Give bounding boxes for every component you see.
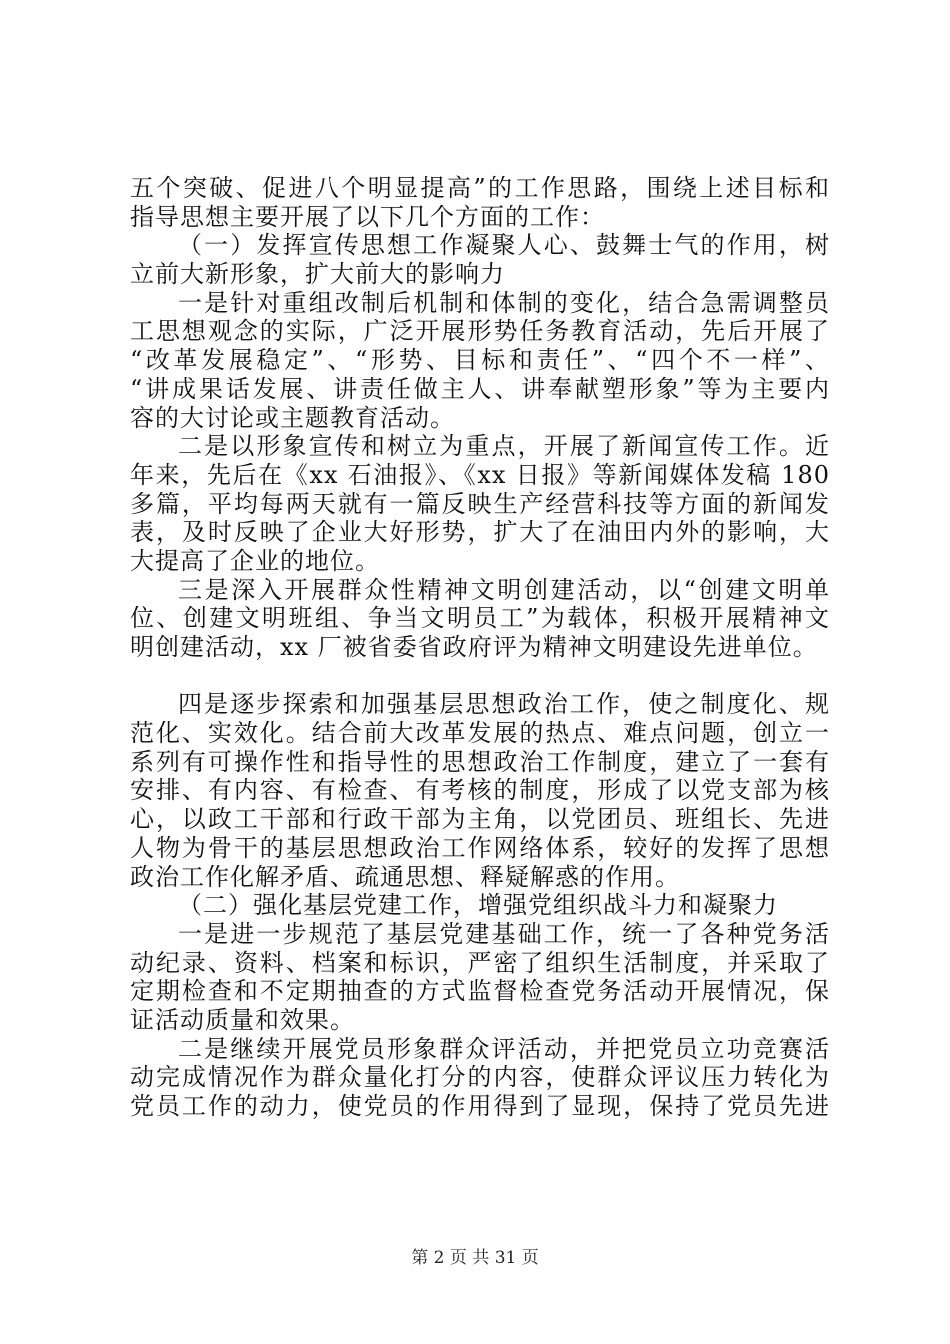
- text-line: 范化、实效化。结合前大改革发展的热点、难点问题，创立一: [130, 719, 830, 748]
- text-line: 年来，先后在《xx 石油报》、《xx 日报》等新闻媒体发稿 180: [130, 460, 830, 489]
- paragraph-start: 一是进一步规范了基层党建基础工作，统一了各种党务活: [178, 919, 830, 948]
- text-line: 动完成情况作为群众量化打分的内容，使群众评议压力转化为: [130, 1063, 830, 1092]
- paragraph-gap: [130, 662, 830, 691]
- text-line: 定期检查和不定期抽查的方式监督检查党务活动开展情况，保: [130, 977, 830, 1006]
- text-line: 动纪录、资料、档案和标识，严密了组织生活制度，并采取了: [130, 948, 830, 977]
- text-line: 人物为骨干的基层思想政治工作网络体系，较好的发挥了思想: [130, 833, 830, 862]
- text-line: 五个突破、促进八个明显提高”的工作思路，围绕上述目标和: [130, 174, 830, 202]
- paragraph-start: 二是以形象宣传和树立为重点，开展了新闻宣传工作。近: [178, 432, 830, 461]
- text-line: 安排、有内容、有检查、有考核的制度，形成了以党支部为核: [130, 776, 830, 805]
- text-line: 指导思想主要开展了以下几个方面的工作：: [130, 202, 605, 231]
- paragraph-start: 三是深入开展群众性精神文明创建活动，以“创建文明单: [178, 575, 830, 604]
- text-line: 证活动质量和效果。: [130, 1005, 355, 1034]
- document-body: [130, 174, 830, 1121]
- text-line: “讲成果话发展、讲责任做主人、讲奉献塑形象”等为主要内: [130, 374, 830, 403]
- text-line: 大提高了企业的地位。: [130, 546, 380, 575]
- section-heading-2: （二）强化基层党建工作，增强党组织战斗力和凝聚力: [178, 891, 778, 920]
- text-line: 明创建活动，xx 厂被省委省政府评为精神文明建设先进单位。: [130, 633, 818, 661]
- paragraph-start: 四是逐步探索和加强基层思想政治工作，使之制度化、规: [178, 690, 830, 719]
- text-line: 表，及时反映了企业大好形势，扩大了在油田内外的影响，大: [130, 518, 830, 547]
- text-line: 系列有可操作性和指导性的思想政治工作制度，建立了一套有: [130, 747, 830, 776]
- text-line: 多篇，平均每两天就有一篇反映生产经营科技等方面的新闻发: [130, 489, 830, 518]
- text-line: “改革发展稳定”、“形势、目标和责任”、“四个不一样”、: [130, 346, 830, 375]
- text-line: 政治工作化解矛盾、疏通思想、释疑解惑的作用。: [130, 862, 680, 891]
- paragraph-start: 一是针对重组改制后机制和体制的变化，结合急需调整员: [178, 288, 830, 317]
- text-line: 工思想观念的实际，广泛开展形势任务教育活动，先后开展了: [130, 317, 830, 346]
- text-line: 党员工作的动力，使党员的作用得到了显现，保持了党员先进: [130, 1092, 830, 1120]
- paragraph-start: 二是继续开展党员形象群众评活动，并把党员立功竞赛活: [178, 1034, 830, 1063]
- text-line: 立前大新形象，扩大前大的影响力: [130, 260, 505, 289]
- text-line: 位、创建文明班组、争当文明员工”为载体，积极开展精神文: [130, 604, 830, 633]
- page-number-footer: 第 2 页 共 31 页: [411, 1248, 539, 1268]
- text-line: 容的大讨论或主题教育活动。: [130, 403, 455, 432]
- section-heading-1: （一）发挥宣传思想工作凝聚人心、鼓舞士气的作用，树: [178, 231, 830, 260]
- text-line: 心，以政工干部和行政干部为主角，以党团员、班组长、先进: [130, 805, 830, 834]
